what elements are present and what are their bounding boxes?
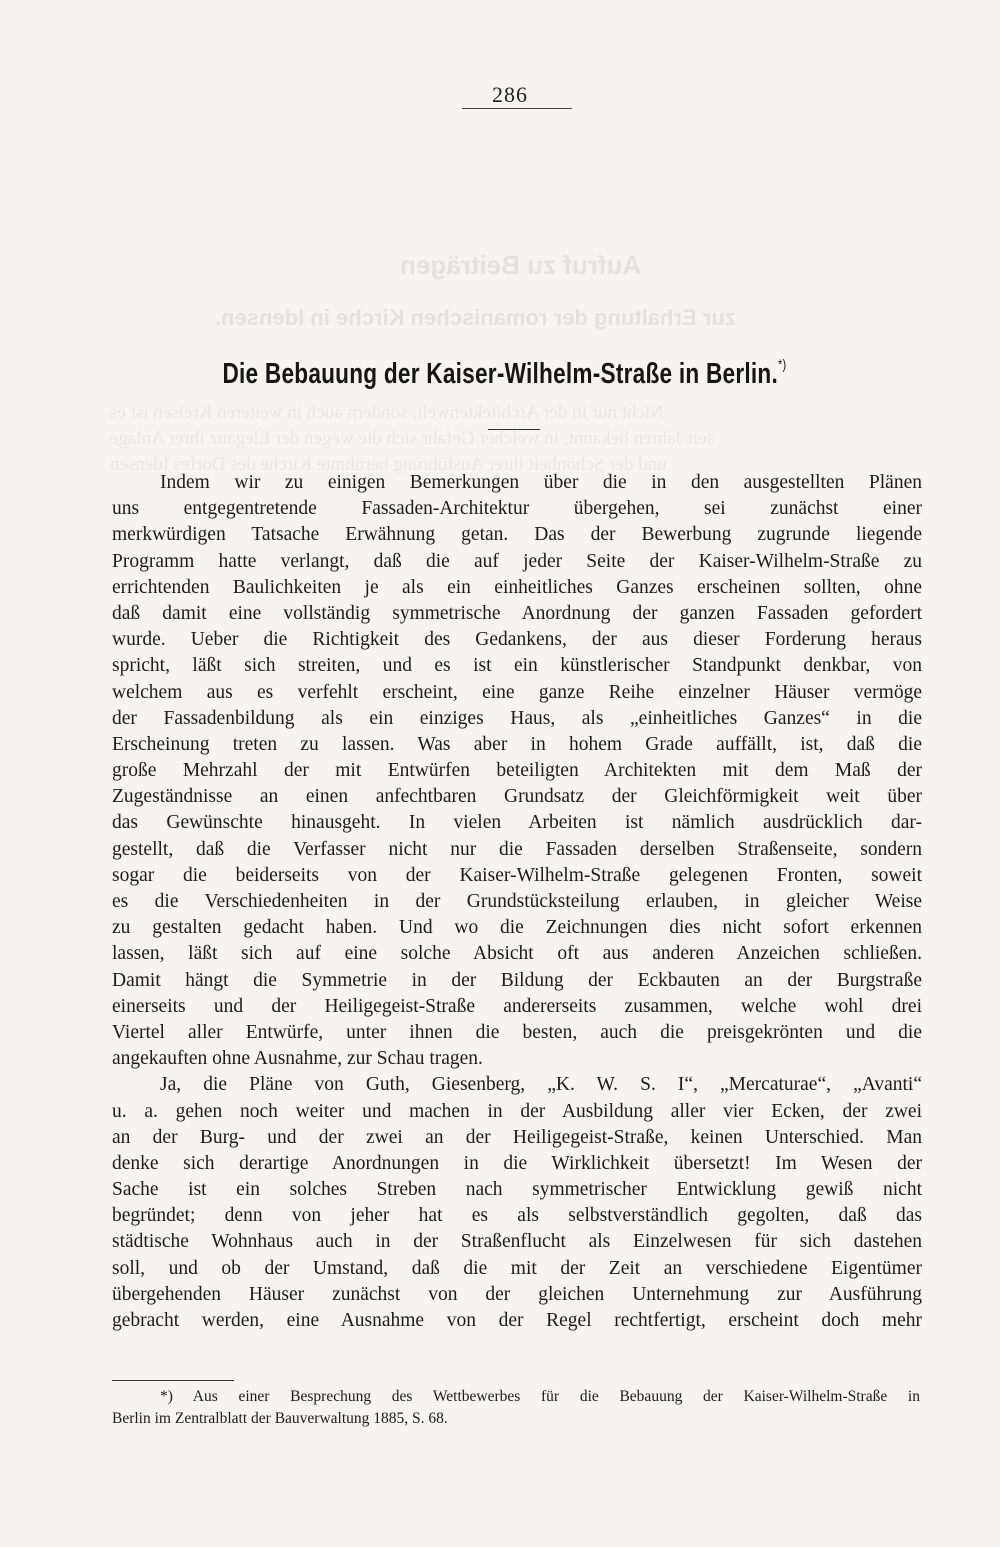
body-line: große Mehrzahl der mit Entwürfen beteiligten Architekten mit dem Maß der [112,760,922,782]
body-line: Zugeständnisse an einen anfechtbaren Grundsatz der Gleichförmigkeit weit über [112,786,922,808]
show-through-subtitle: zur Erhaltung der romanischen Kirche in Idensen. [215,305,736,330]
body-line: gebracht werden, eine Ausnahme von der Regel rechtfertigt, erscheint doch mehr [112,1310,922,1331]
body-line: u. a. gehen noch weiter und machen in der Ausbildung aller vier Ecken, der zwei [112,1100,922,1122]
footnote-line: *) Aus einer Besprechung des Wettbewerbes für die Bebauung der Kaiser-Wilhelm-Straße in [160,1388,920,1405]
body-line: Programm hatte verlangt, daß die auf jeder Seite der Kaiser-Wilhelm-Straße zu [112,550,922,572]
show-through-text: seit Jahren bekannt, in welcher Gefahr sich die wegen der Eleganz ihrer Anlage [110,428,715,449]
body-line: daß damit eine vollständig symmetrische Anordnung der ganzen Fassaden gefordert [112,602,922,624]
body-line: an der Burg- und der zwei an der Heiligegeist-Straße, keinen Unterschied. Man [112,1126,922,1148]
show-through-text: Nicht nur in der Architektenwelt, sondern auch in weiteren Kreisen ist es [110,402,664,423]
footnote-rule [112,1380,234,1381]
body-line: gestellt, daß die Verfasser nicht nur die Fassaden derselben Straßenseite, sondern [112,838,922,860]
body-line: zu gestalten gedacht haben. Und wo die Zeichnungen dies nicht sofort erkennen [112,917,922,939]
body-line: lassen, läßt sich auf eine solche Absicht oft aus anderen Anzeichen schließen. [112,943,922,965]
body-line: Indem wir zu einigen Bemerkungen über die in den ausgestellten Plänen [160,472,922,493]
body-line: uns entgegentretende Fassaden-Architektur übergehen, sei zunächst einer [112,498,922,520]
body-line: wurde. Ueber die Richtigkeit des Gedankens, der aus dieser Forderung heraus [112,629,922,651]
show-through-title: Aufruf zu Beiträgen [400,250,642,280]
body-line: Sache ist ein solches Streben nach symmetrischer Entwicklung gewiß nicht [112,1179,922,1201]
article-title-text: Die Bebauung der Kaiser-Wilhelm-Straße in Berlin. [222,358,778,390]
page-number-rule [462,108,572,109]
body-line: das Gewünschte hinausgeht. In vielen Arbeiten ist nämlich ausdrücklich dar- [112,812,922,834]
body-line: begründet; denn von jeher hat es als selbstverständlich gegolten, daß das [112,1205,922,1227]
body-line: es die Verschiedenheiten in der Grundstücksteilung erlauben, in gleicher Weise [112,891,922,912]
body-line: einerseits und der Heiligegeist-Straße andererseits zusammen, welche wohl drei [112,995,922,1017]
footnote [112,1386,920,1430]
article-title [114,356,894,391]
body-line: spricht, läßt sich streiten, und es ist ein künstlerischer Standpunkt denkbar, von [112,655,922,677]
body-line: übergehenden Häuser zunächst von der gleichen Unternehmung zur Ausführung [112,1283,922,1305]
body-line: errichtenden Baulichkeiten je als ein einheitliches Ganzes erscheinen sollten, ohne [112,576,922,598]
show-through-text: und der Schönheit ihrer Ausführung berühmte Kirche des Dorfes Idensen [110,454,667,475]
body-line: städtische Wohnhaus auch in der Straßenflucht als Einzelwesen für sich dastehen [112,1231,922,1253]
article-body [112,470,922,1334]
body-line: Erscheinung treten zu lassen. Was aber in hohem Grade auffällt, ist, daß die [112,733,922,755]
footnote-line: Berlin im Zentralblatt der Bauverwaltung 1885, S. 68. [112,1410,448,1427]
body-line: Viertel aller Entwürfe, unter ihnen die besten, auch die preisgekrönten und die [112,1021,922,1043]
body-line: merkwürdigen Tatsache Erwähnung getan. Das der Bewerbung zugrunde liegende [112,524,922,546]
body-line: welchem aus es verfehlt erscheint, eine ganze Reihe einzelner Häuser vermöge [112,681,922,703]
body-line: denke sich derartige Anordnungen in die Wirklichkeit übersetzt! Im Wesen der [112,1152,922,1174]
title-rule [488,429,540,430]
title-footnote-mark: *) [777,356,787,372]
body-line: Damit hängt die Symmetrie in der Bildung der Eckbauten an der Burgstraße [112,969,922,991]
body-line: angekauften ohne Ausnahme, zur Schau tragen. [112,1048,483,1070]
body-line: Ja, die Pläne von Guth, Giesenberg, „K. W. S. I“, „Mercaturae“, „Avanti“ [160,1074,922,1096]
page-number: 286 [492,82,528,107]
body-line: sogar die beiderseits von der Kaiser-Wilhelm-Straße gelegenen Fronten, soweit [112,864,922,886]
body-line: der Fassadenbildung als ein einziges Haus, als „einheitliches Ganzes“ in die [112,707,922,729]
body-line: soll, und ob der Umstand, daß die mit der Zeit an verschiedene Eigentümer [112,1257,922,1279]
